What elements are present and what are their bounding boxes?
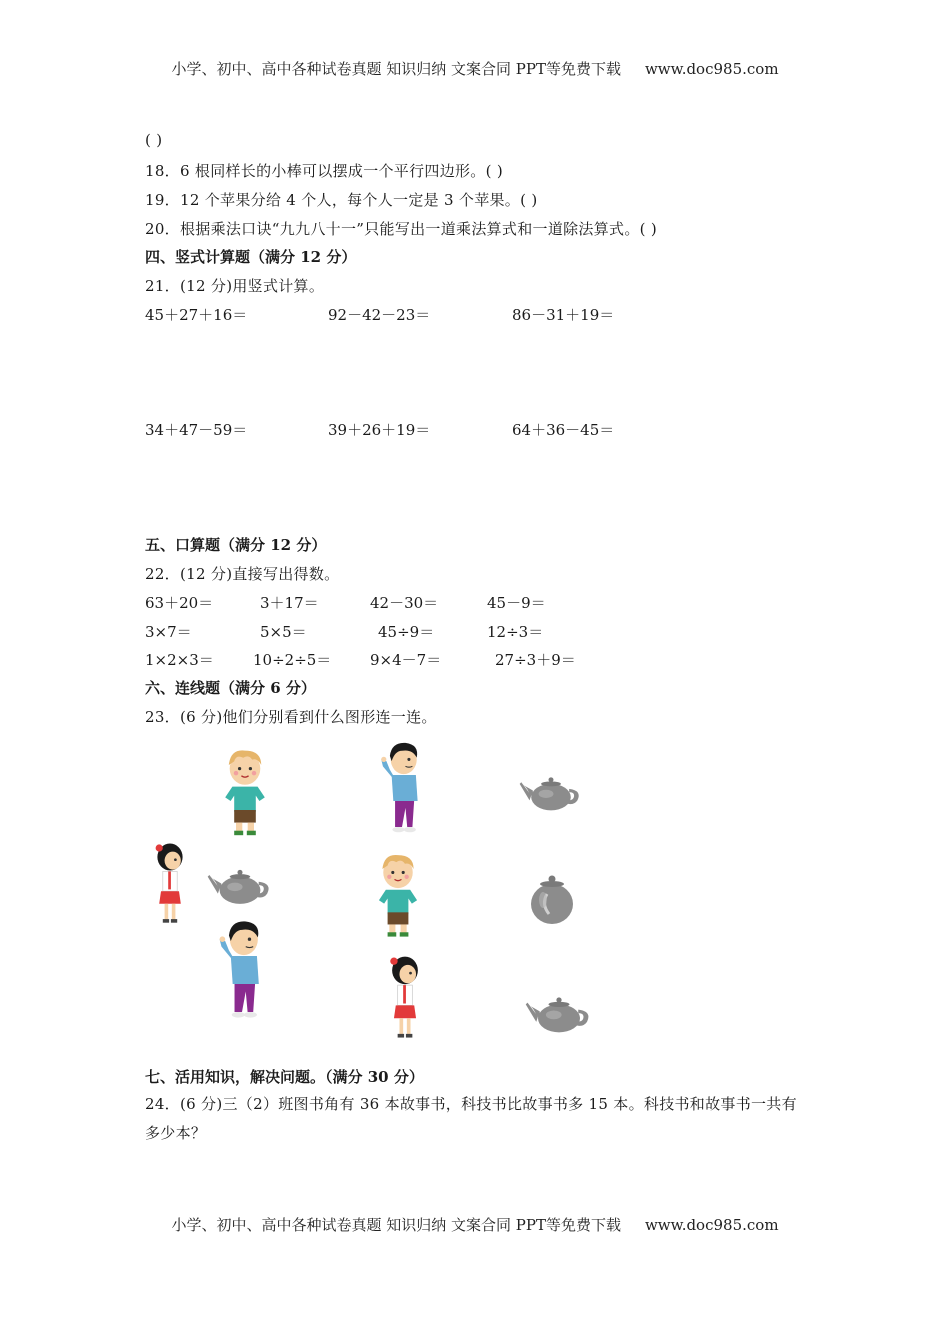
equation: 63＋20＝ <box>145 594 214 612</box>
footer-text: 小学、初中、高中各种试卷真题 知识归纳 文案合同 PPT等免费下载 <box>171 1216 621 1234</box>
man-figure <box>214 914 270 1026</box>
equation: 92－42－23＝ <box>328 306 431 324</box>
footer-site: www.doc985.com <box>644 1216 779 1234</box>
question-18: 18．6 根同样长的小棒可以摆成一个平行四边形。( ) <box>145 162 503 180</box>
question-22: 22．(12 分)直接写出得数。 <box>145 565 340 583</box>
teapot-front-figure <box>526 870 578 926</box>
question-21: 21．(12 分)用竖式计算。 <box>145 277 325 295</box>
boy-figure <box>218 744 272 840</box>
teapot-side-figure <box>206 860 274 912</box>
equation: 5×5＝ <box>260 623 307 641</box>
girl-figure <box>386 952 424 1044</box>
section-4-title: 四、竖式计算题（满分 12 分） <box>145 248 357 266</box>
boy-figure <box>372 848 424 942</box>
teapot-side-figure <box>518 768 584 818</box>
section-5-title: 五、口算题（满分 12 分） <box>145 536 327 554</box>
header-text: 小学、初中、高中各种试卷真题 知识归纳 文案合同 PPT等免费下载 <box>171 60 621 78</box>
equation: 86－31＋19＝ <box>512 306 615 324</box>
equation: 45－9＝ <box>487 594 546 612</box>
equation: 10÷2÷5＝ <box>253 651 332 669</box>
page-header <box>0 58 950 79</box>
section-6-title: 六、连线题（满分 6 分） <box>145 679 316 697</box>
q17-tail: ( ) <box>145 131 163 149</box>
equation: 1×2×3＝ <box>145 651 214 669</box>
equation: 3×7＝ <box>145 623 192 641</box>
equation: 45＋27＋16＝ <box>145 306 248 324</box>
equation: 45÷9＝ <box>378 623 435 641</box>
equation: 34＋47－59＝ <box>145 421 248 439</box>
question-19: 19．12 个苹果分给 4 个人，每个人一定是 3 个苹果。( ) <box>145 191 538 209</box>
equation: 9×4－7＝ <box>370 651 442 669</box>
question-23: 23．(6 分)他们分别看到什么图形连一连。 <box>145 708 437 726</box>
girl-figure <box>152 838 188 930</box>
equation: 12÷3＝ <box>487 623 544 641</box>
man-figure <box>376 734 428 842</box>
equation: 64＋36－45＝ <box>512 421 615 439</box>
question-20: 20．根据乘法口诀“九九八十一”只能写出一道乘法算式和一道除法算式。( ) <box>145 220 657 238</box>
question-24: 24．(6 分)三（2）班图书角有 36 本故事书，科技书比故事书多 15 本。科技书和故事书一共有多少本？ <box>145 1095 797 1142</box>
section-7-title: 七、活用知识，解决问题。（满分 30 分） <box>145 1068 424 1086</box>
page-footer <box>0 1214 950 1235</box>
equation: 27÷3＋9＝ <box>495 651 576 669</box>
equation: 42－30＝ <box>370 594 439 612</box>
equation: 39＋26＋19＝ <box>328 421 431 439</box>
header-site: www.doc985.com <box>644 60 779 78</box>
equation: 3＋17＝ <box>260 594 319 612</box>
teapot-side-figure <box>524 988 594 1040</box>
